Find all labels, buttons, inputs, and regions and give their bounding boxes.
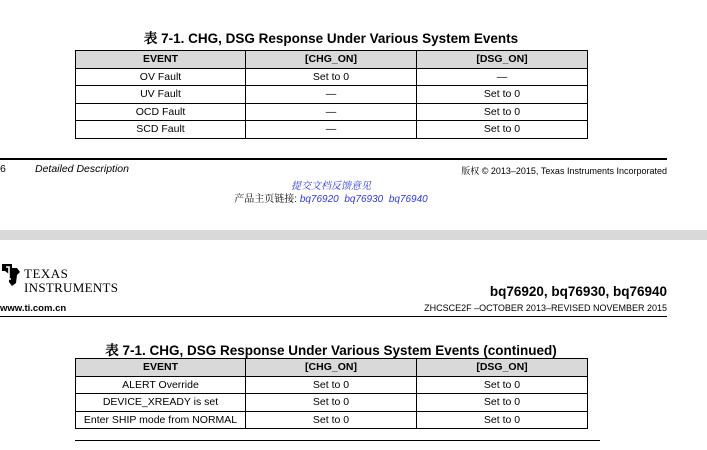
feedback-link[interactable]: 提交文档反馈意见 (291, 181, 371, 192)
product-link-bq76920[interactable]: bq76920 (299, 194, 339, 205)
logo-text-line1: TEXAS (24, 266, 69, 281)
document-info: ZHCSCE2F –OCTOBER 2013–REVISED NOVEMBER 2015 (424, 303, 667, 313)
chg-on-cell: Set to 0 (246, 394, 417, 412)
ti-logo-icon (0, 262, 22, 288)
event-cell: UV Fault (76, 86, 246, 104)
event-cell: Enter SHIP mode from NORMAL (76, 411, 246, 429)
table-row (76, 86, 588, 104)
table-title-page2: 表 7-1. CHG, DSG Response Under Various System Events (continued) (105, 343, 557, 358)
column-header-dsg-on: [DSG_ON] (417, 359, 588, 377)
table-row (76, 68, 588, 86)
event-cell: OV Fault (76, 68, 246, 86)
table-row (76, 103, 588, 121)
column-header-event: EVENT (76, 359, 246, 377)
chg-on-cell: Set to 0 (246, 68, 417, 86)
product-link-bq76930[interactable]: bq76930 (344, 194, 384, 205)
dsg-on-cell: Set to 0 (417, 376, 588, 394)
column-header-chg-on: [CHG_ON] (246, 359, 417, 377)
chg-on-cell: — (246, 103, 417, 121)
copyright-notice: 版权 © 2013–2015, Texas Instruments Incorporated (461, 166, 667, 176)
product-links-line (0, 190, 662, 205)
dsg-on-cell: Set to 0 (417, 103, 588, 121)
table-row (76, 121, 588, 139)
continuation-rule (75, 440, 600, 441)
table-row (76, 376, 588, 394)
table-header-row (76, 359, 588, 377)
table-row (76, 411, 588, 429)
event-cell: OCD Fault (76, 103, 246, 121)
column-header-chg-on: [CHG_ON] (246, 51, 417, 69)
header-rule (0, 316, 667, 317)
chg-on-cell: Set to 0 (246, 411, 417, 429)
column-header-dsg-on: [DSG_ON] (417, 51, 588, 69)
dsg-on-cell: Set to 0 (417, 411, 588, 429)
page-gap (0, 230, 707, 240)
product-links-label: 产品主页链接: (234, 194, 300, 205)
chg-on-cell: — (246, 121, 417, 139)
dsg-on-cell: Set to 0 (417, 121, 588, 139)
events-table-page2 (75, 358, 588, 429)
event-cell: ALERT Override (76, 376, 246, 394)
product-link-bq76940[interactable]: bq76940 (388, 194, 428, 205)
chg-on-cell: — (246, 86, 417, 104)
dsg-on-cell: Set to 0 (417, 86, 588, 104)
chg-on-cell: Set to 0 (246, 376, 417, 394)
column-header-event: EVENT (76, 51, 246, 69)
device-list: bq76920, bq76930, bq76940 (489, 284, 667, 299)
logo-text-line2: INSTRUMENTS (24, 280, 119, 295)
event-cell: SCD Fault (76, 121, 246, 139)
website-link[interactable]: www.ti.com.cn (0, 303, 67, 314)
table-header-row (76, 51, 588, 69)
dsg-on-cell: Set to 0 (417, 394, 588, 412)
events-table-page1 (75, 50, 588, 139)
dsg-on-cell: — (417, 68, 588, 86)
section-name: Detailed Description (35, 163, 129, 175)
event-cell: DEVICE_XREADY is set (76, 394, 246, 412)
table-row (76, 394, 588, 412)
table-title-page1: 表 7-1. CHG, DSG Response Under Various System Events (143, 31, 519, 46)
footer-rule (0, 158, 667, 160)
page-number: 6 (0, 163, 6, 175)
